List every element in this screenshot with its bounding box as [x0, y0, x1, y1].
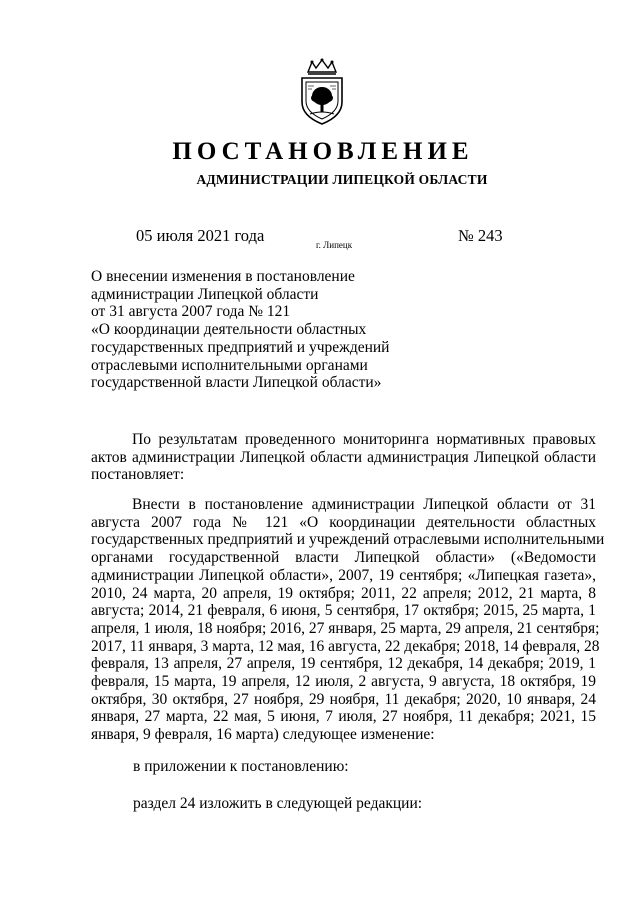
- body-paragraph-1: [91, 431, 596, 484]
- coat-of-arms-emblem: [294, 58, 350, 126]
- paragraph-line: государственных предприятий и учреждений отраслевыми исполнительными: [91, 531, 605, 549]
- paragraph-line: августа; 2014, 21 февраля, 6 июня, 5 сентября, 17 октября; 2015, 25 марта, 1: [91, 602, 596, 620]
- paragraph-line: постановляет:: [91, 466, 185, 484]
- document-number: № 243: [458, 226, 503, 245]
- subject-line: от 31 августа 2007 года № 121: [91, 303, 291, 321]
- subject-line: отраслевыми исполнительными органами: [91, 356, 368, 374]
- paragraph-line: органами государственной власти Липецкой области» («Ведомости: [91, 549, 596, 567]
- paragraph-line: По результатам проведенного мониторинга нормативных правовых: [132, 431, 596, 448]
- paragraph-line: 2010, 24 марта, 20 апреля, 19 октября; 2011, 22 апреля; 2012, 21 марта, 8: [91, 584, 596, 602]
- paragraph-line: февраля, 15 марта, 19 апреля, 12 июля, 2 августа, 9 августа, 18 октября, 19: [91, 673, 596, 691]
- paragraph-line: апреля, 1 июля, 18 ноября; 2016, 27 января, 25 марта, 29 апреля, 21 сентября;: [91, 619, 600, 637]
- paragraph-line: января, 9 февраля, 16 марта) следующее изменение:: [91, 726, 435, 744]
- paragraph-line: августа 2007 года № 121 «О координации деятельности областных: [91, 513, 596, 531]
- subject-line: «О координации деятельности областных: [91, 321, 367, 339]
- document-subject: [91, 268, 411, 392]
- body-paragraph-4: раздел 24 изложить в следующей редакции:: [133, 795, 423, 812]
- document-issuer: АДМИНИСТРАЦИИ ЛИПЕЦКОЙ ОБЛАСТИ: [196, 172, 488, 187]
- paragraph-line: 2017, 11 января, 3 марта, 12 мая, 16 августа, 22 декабря; 2018, 14 февраля, 28: [91, 637, 600, 655]
- document-date: 05 июля 2021 года: [136, 226, 265, 245]
- body-paragraph-2: [91, 496, 605, 744]
- subject-line: государственных предприятий и учреждений: [91, 338, 390, 356]
- document-title: ПОСТАНОВЛЕНИЕ: [172, 138, 474, 165]
- paragraph-line: администрации Липецкой области», 2007, 19 сентября; «Липецкая газета»,: [91, 566, 596, 584]
- body-paragraph-3: в приложении к постановлению:: [133, 758, 349, 775]
- document-city: г. Липецк: [316, 240, 353, 250]
- paragraph-line: актов администрации Липецкой области администрация Липецкой области: [91, 448, 596, 466]
- paragraph-line: Внести в постановление администрации Липецкой области от 31: [132, 496, 596, 513]
- paragraph-line: октября, 30 октября, 27 ноября, 29 ноября, 11 декабря; 2020, 10 января, 24: [91, 690, 596, 708]
- subject-line: О внесении изменения в постановление: [91, 268, 355, 285]
- paragraph-line: января, 27 марта, 22 мая, 5 июня, 7 июля, 27 ноября, 11 декабря; 2021, 15: [91, 708, 596, 726]
- paragraph-line: февраля, 13 апреля, 27 апреля, 19 сентября, 12 декабря, 14 декабря; 2019, 1: [91, 655, 596, 673]
- subject-line: государственной власти Липецкой области»: [91, 374, 382, 392]
- subject-line: администрации Липецкой области: [91, 285, 319, 303]
